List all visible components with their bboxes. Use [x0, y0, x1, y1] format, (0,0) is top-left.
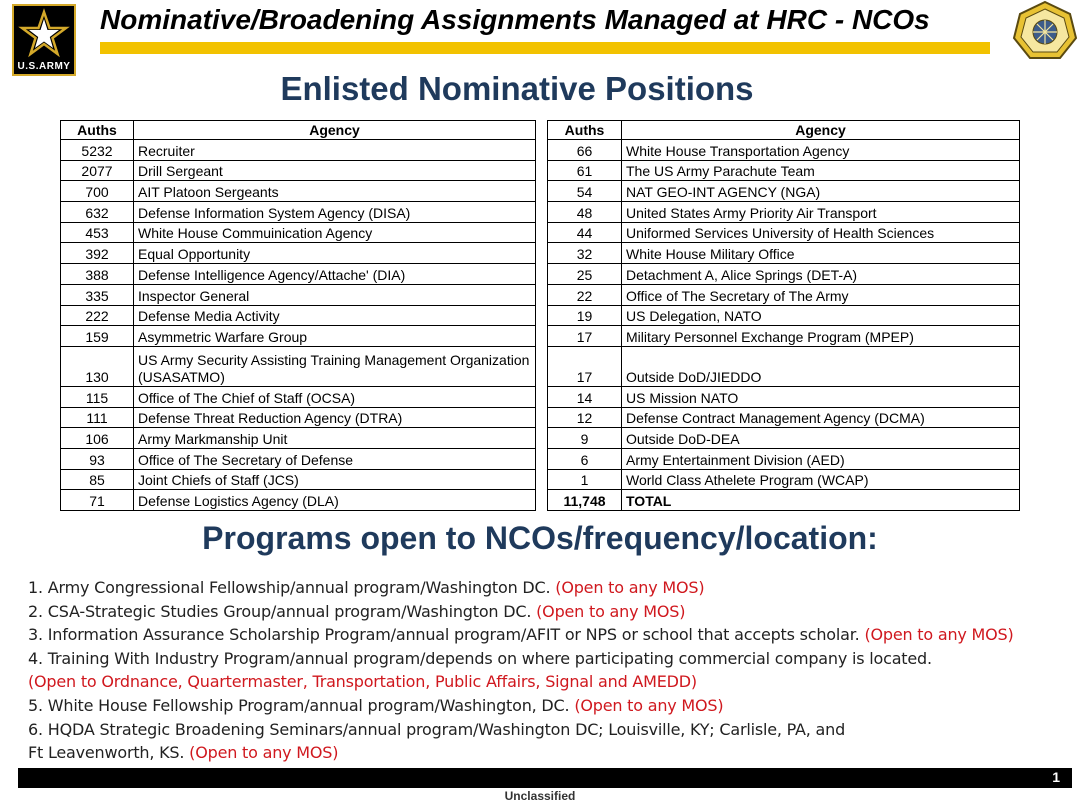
auths-cell: 32 [548, 243, 622, 264]
table-row [61, 202, 536, 223]
program-text: 4. Training With Industry Program/annual program/depends on where participating commercial company is located. [28, 648, 932, 668]
auths-cell: 19 [548, 305, 622, 326]
table-row [548, 305, 1020, 326]
classification-label: Unclassified [504, 789, 576, 803]
auths-cell: 25 [548, 264, 622, 285]
agency-cell: Military Personnel Exchange Program (MPEP) [622, 326, 1020, 347]
program-text: 5. White House Fellowship Program/annual program/Washington, DC. [28, 695, 570, 715]
program-eligibility-note: (Open to Ordnance, Quartermaster, Transportation, Public Affairs, Signal and AMEDD) [28, 672, 697, 692]
auths-cell: 12 [548, 407, 622, 428]
auths-cell: 222 [61, 305, 134, 326]
auths-cell: 14 [548, 386, 622, 407]
table-row [548, 284, 1020, 305]
army-star-icon [14, 6, 74, 60]
programs-list [28, 576, 1068, 765]
table-row [61, 326, 536, 347]
table-row [61, 386, 536, 407]
agency-cell: Office of The Secretary of The Army [622, 284, 1020, 305]
auths-cell: 44 [548, 222, 622, 243]
table-row [61, 160, 536, 181]
enlisted-heading: Enlisted Nominative Positions [280, 70, 754, 107]
nominative-table-right [547, 120, 1020, 511]
logo-text: U.S.ARMY [17, 61, 71, 72]
program-line [28, 694, 1068, 718]
auths-cell: 2077 [61, 160, 134, 181]
agency-cell: Outside DoD-DEA [622, 428, 1020, 449]
program-eligibility-note: (Open to any MOS) [864, 625, 1014, 645]
auths-cell: 93 [61, 448, 134, 469]
agency-cell: Outside DoD/JIEDDO [622, 346, 1020, 386]
auths-cell: 388 [61, 264, 134, 285]
table-row [548, 448, 1020, 469]
table-row [61, 490, 536, 511]
agency-cell: The US Army Parachute Team [622, 160, 1020, 181]
program-line [28, 600, 1068, 624]
auths-cell: 453 [61, 222, 134, 243]
column-header-auths: Auths [548, 121, 622, 140]
agency-cell: Office of The Chief of Staff (OCSA) [134, 386, 536, 407]
column-header-auths: Auths [61, 121, 134, 140]
program-eligibility-note: (Open to any MOS) [536, 601, 686, 621]
agency-cell: Asymmetric Warfare Group [134, 326, 536, 347]
program-text: 3. Information Assurance Scholarship Program/annual program/AFIT or NPS or school that accepts scholar. [28, 625, 860, 645]
agency-cell: Joint Chiefs of Staff (JCS) [134, 469, 536, 490]
column-header-agency: Agency [622, 121, 1020, 140]
program-eligibility-note: (Open to any MOS) [189, 743, 339, 763]
agency-cell: Defense Media Activity [134, 305, 536, 326]
agency-cell: White House Commuinication Agency [134, 222, 536, 243]
agency-cell: United States Army Priority Air Transport [622, 202, 1020, 223]
table-row [548, 243, 1020, 264]
table-row [61, 222, 536, 243]
agency-cell: Drill Sergeant [134, 160, 536, 181]
agency-cell: NAT GEO-INT AGENCY (NGA) [622, 181, 1020, 202]
table-row [548, 326, 1020, 347]
page-title: Nominative/Broadening Assignments Managed at HRC - NCOs [100, 4, 930, 35]
program-text: 6. HQDA Strategic Broadening Seminars/annual program/Washington DC; Louisville, KY; Carlisle, PA, and [28, 719, 846, 739]
auths-cell: 106 [61, 428, 134, 449]
agency-cell: Equal Opportunity [134, 243, 536, 264]
agency-cell: Army Markmanship Unit [134, 428, 536, 449]
table-row [61, 243, 536, 264]
auths-cell: 130 [61, 346, 134, 386]
agency-cell: Detachment A, Alice Springs (DET-A) [622, 264, 1020, 285]
table-row-total [548, 490, 1020, 511]
table-row [548, 160, 1020, 181]
table-row [61, 428, 536, 449]
auths-cell: 1 [548, 469, 622, 490]
agency-cell: Defense Intelligence Agency/Attache' (DIA) [134, 264, 536, 285]
title-accent-bar [100, 42, 990, 54]
table-row [548, 181, 1020, 202]
agency-cell: US Delegation, NATO [622, 305, 1020, 326]
auths-cell: 85 [61, 469, 134, 490]
agency-cell: Recruiter [134, 140, 536, 161]
table-row [61, 181, 536, 202]
program-line [28, 623, 1068, 647]
table-row [61, 448, 536, 469]
auths-cell: 5232 [61, 140, 134, 161]
auths-cell: 48 [548, 202, 622, 223]
us-army-logo [12, 4, 76, 76]
table-row [61, 284, 536, 305]
agency-cell: World Class Athelete Program (WCAP) [622, 469, 1020, 490]
total-auths: 11,748 [548, 490, 622, 511]
program-text: 2. CSA-Strategic Studies Group/annual program/Washington DC. [28, 601, 532, 621]
program-line [28, 670, 1068, 694]
auths-cell: 700 [61, 181, 134, 202]
auths-cell: 392 [61, 243, 134, 264]
program-line [28, 576, 1068, 600]
agency-cell: Defense Contract Management Agency (DCMA) [622, 407, 1020, 428]
table-row [61, 305, 536, 326]
agency-cell: Inspector General [134, 284, 536, 305]
table-row [548, 264, 1020, 285]
agency-cell: Army Entertainment Division (AED) [622, 448, 1020, 469]
program-line [28, 718, 1068, 742]
footer-bar [18, 768, 1072, 788]
agency-cell: Defense Threat Reduction Agency (DTRA) [134, 407, 536, 428]
agency-cell: White House Transportation Agency [622, 140, 1020, 161]
auths-cell: 159 [61, 326, 134, 347]
table-row [61, 264, 536, 285]
auths-cell: 61 [548, 160, 622, 181]
table-row [61, 407, 536, 428]
agency-cell: Uniformed Services University of Health Sciences [622, 222, 1020, 243]
program-text: Ft Leavenworth, KS. [28, 743, 185, 763]
agency-cell: Defense Logistics Agency (DLA) [134, 490, 536, 511]
table-row [61, 346, 536, 386]
table-row [548, 346, 1020, 386]
table-row [548, 469, 1020, 490]
auths-cell: 17 [548, 346, 622, 386]
auths-cell: 6 [548, 448, 622, 469]
auths-cell: 71 [61, 490, 134, 511]
table-row [548, 140, 1020, 161]
auths-cell: 17 [548, 326, 622, 347]
program-eligibility-note: (Open to any MOS) [574, 695, 724, 715]
agency-cell: White House Military Office [622, 243, 1020, 264]
programs-heading: Programs open to NCOs/frequency/location: [202, 520, 878, 556]
table-row [61, 469, 536, 490]
page-number: 1 [1052, 769, 1060, 785]
hrc-seal-icon [1012, 0, 1078, 62]
agency-cell: US Army Security Assisting Training Management Organization (USASATMO) [134, 346, 536, 386]
auths-cell: 111 [61, 407, 134, 428]
program-text: 1. Army Congressional Fellowship/annual program/Washington DC. [28, 578, 551, 597]
auths-cell: 66 [548, 140, 622, 161]
agency-cell: Defense Information System Agency (DISA) [134, 202, 536, 223]
agency-cell: US Mission NATO [622, 386, 1020, 407]
table-row [548, 407, 1020, 428]
auths-cell: 335 [61, 284, 134, 305]
program-line [28, 741, 1068, 765]
total-label: TOTAL [622, 490, 1020, 511]
table-row [61, 140, 536, 161]
auths-cell: 54 [548, 181, 622, 202]
auths-cell: 9 [548, 428, 622, 449]
column-header-agency: Agency [134, 121, 536, 140]
auths-cell: 632 [61, 202, 134, 223]
program-eligibility-note: (Open to any MOS) [555, 578, 705, 597]
table-row [548, 202, 1020, 223]
auths-cell: 115 [61, 386, 134, 407]
table-row [548, 386, 1020, 407]
table-row [548, 222, 1020, 243]
program-line [28, 647, 1068, 671]
agency-cell: Office of The Secretary of Defense [134, 448, 536, 469]
table-row [548, 428, 1020, 449]
auths-cell: 22 [548, 284, 622, 305]
agency-cell: AIT Platoon Sergeants [134, 181, 536, 202]
nominative-table-left [60, 120, 536, 511]
